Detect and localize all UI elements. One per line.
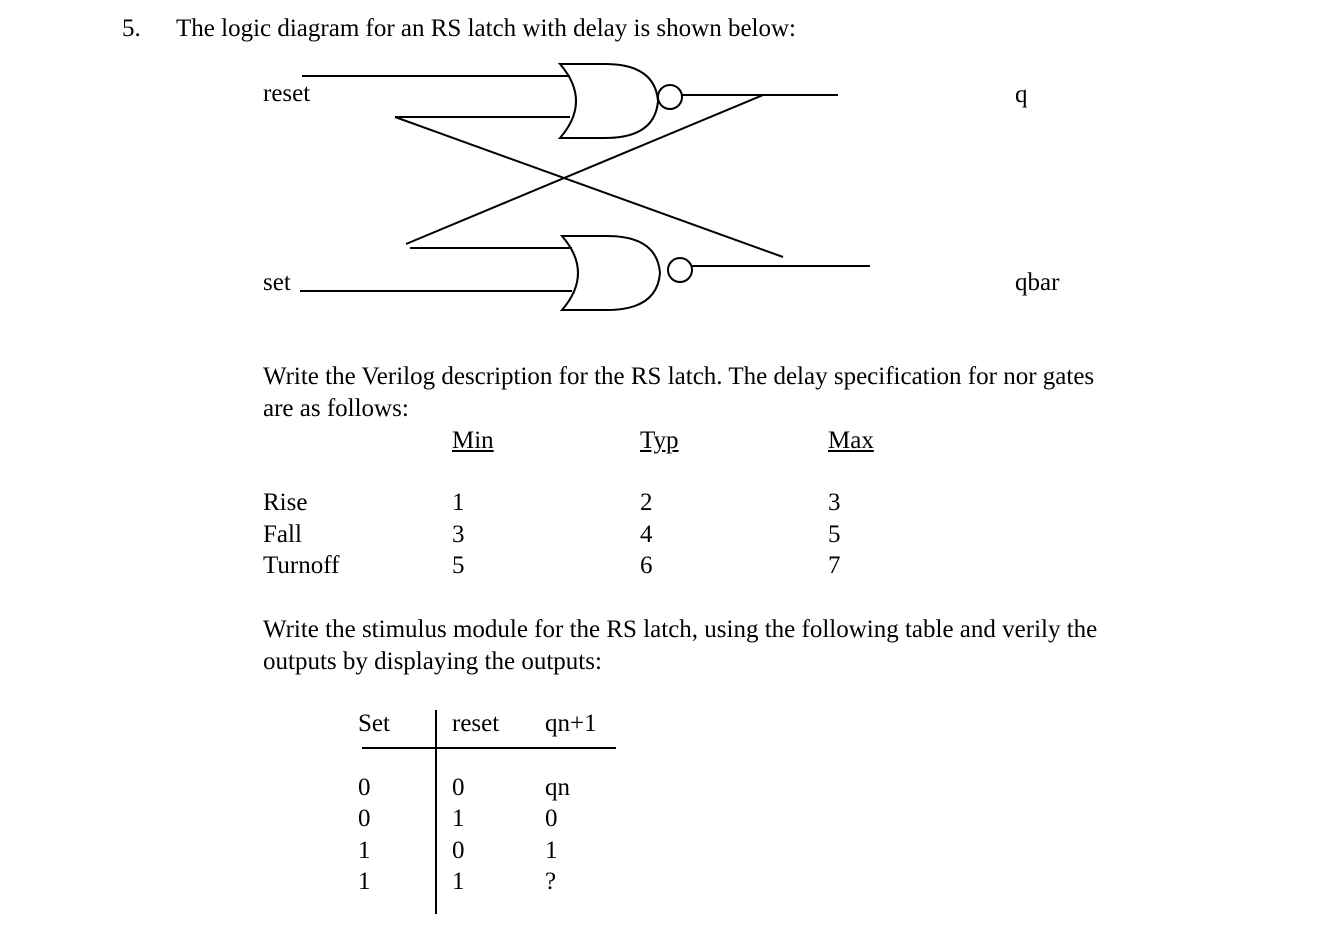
truth-cell: 1	[452, 805, 465, 832]
delay-header-typ: Typ	[640, 427, 679, 454]
delay-cell: 3	[452, 521, 465, 548]
delay-cell: 5	[452, 552, 465, 579]
stimulus-prompt-line1: Write the stimulus module for the RS latch, using the following table and verily the	[263, 616, 1098, 643]
delay-cell: 7	[828, 552, 841, 579]
set-label: set	[263, 269, 291, 296]
reset-label: reset	[263, 80, 311, 107]
qbar-label: qbar	[1015, 269, 1060, 296]
delay-header-min: Min	[452, 427, 494, 454]
truth-cell: 0	[358, 774, 371, 801]
truth-cell: 0	[545, 805, 558, 832]
truth-cell: 1	[452, 868, 465, 895]
delay-cell: 4	[640, 521, 653, 548]
delay-cell: 5	[828, 521, 841, 548]
delay-row-label: Fall	[263, 521, 302, 548]
verilog-prompt-line2: are as follows:	[263, 395, 409, 422]
stimulus-prompt-line2: outputs by displaying the outputs:	[263, 648, 602, 675]
verilog-prompt-line1: Write the Verilog description for the RS latch. The delay specification for nor gates	[263, 363, 1095, 390]
truth-header-set: Set	[358, 710, 390, 737]
truth-cell: 1	[545, 837, 558, 864]
delay-row-label: Rise	[263, 489, 308, 516]
truth-header-reset: reset	[452, 710, 500, 737]
delay-cell: 2	[640, 489, 653, 516]
delay-cell: 6	[640, 552, 653, 579]
question-title: The logic diagram for an RS latch with delay is shown below:	[176, 15, 797, 42]
delay-cell: 3	[828, 489, 841, 516]
truth-cell: qn	[545, 774, 570, 801]
truth-cell: ?	[545, 868, 557, 895]
q-label: q	[1015, 81, 1028, 108]
truth-cell: 0	[452, 837, 465, 864]
truth-cell: 1	[358, 868, 371, 895]
truth-cell: 1	[358, 837, 371, 864]
delay-header-max: Max	[828, 427, 874, 454]
delay-row-label: Turnoff	[263, 552, 340, 579]
delay-cell: 1	[452, 489, 465, 516]
truth-cell: 0	[358, 805, 371, 832]
question-number: 5.	[122, 15, 141, 42]
truth-cell: 0	[452, 774, 465, 801]
truth-header-qn1: qn+1	[545, 710, 597, 737]
